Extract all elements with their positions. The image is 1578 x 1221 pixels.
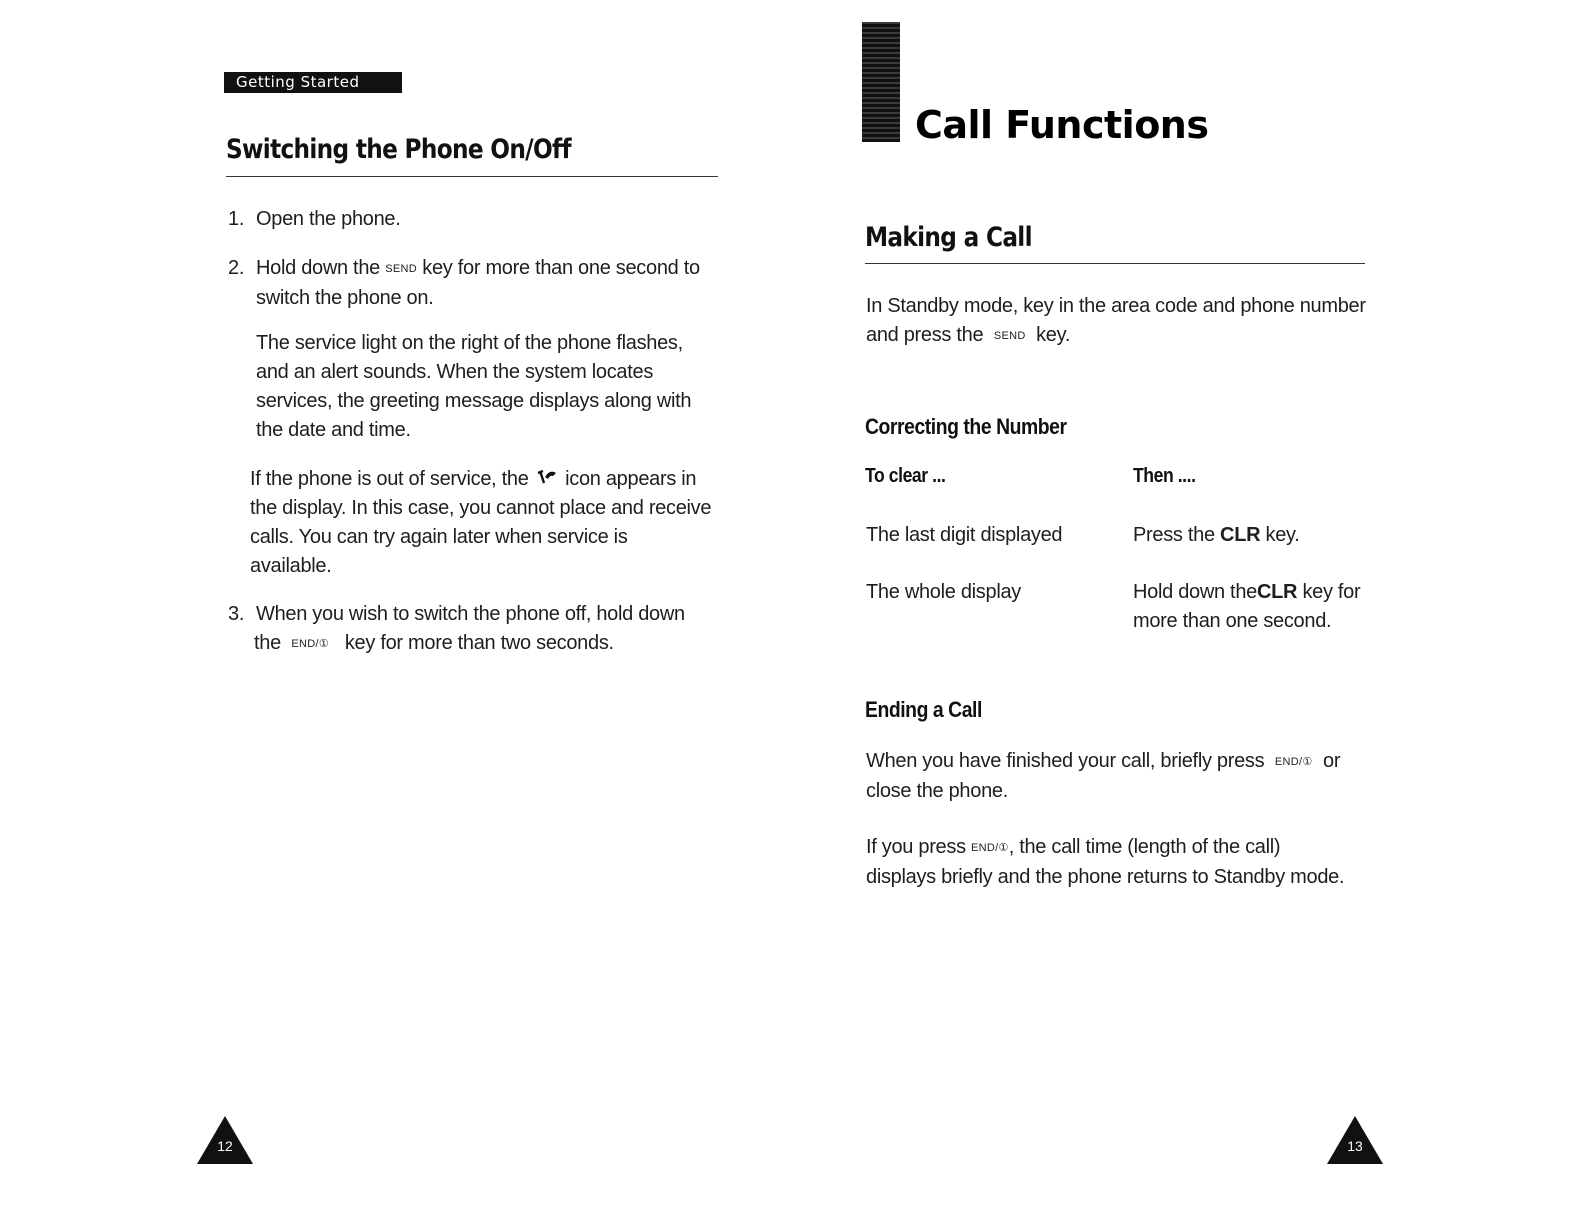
paragraph-line: and an alert sounds. When the system locates	[256, 361, 654, 383]
no-service-paragraph	[250, 465, 730, 581]
step-3	[228, 600, 728, 659]
send-key-label: SEND	[993, 330, 1026, 342]
step-text: When you wish to switch the phone off, hold down	[256, 603, 685, 625]
end-key-label: END/①	[971, 842, 1009, 854]
step-number: 1.	[228, 208, 245, 230]
paragraph-line: the display. In this case, you cannot place and receive	[250, 497, 712, 519]
chapter-title: Call Functions	[915, 103, 1209, 147]
cell-text: more than one second.	[1133, 610, 1332, 632]
step-text: key for more than two seconds.	[344, 632, 614, 654]
clr-key-label: CLR	[1256, 581, 1298, 603]
paragraph-line: key.	[1036, 324, 1071, 346]
end-key-label: END/①	[1274, 756, 1313, 768]
table-cell-then	[1133, 521, 1300, 550]
paragraph-line: and press the	[866, 324, 984, 346]
step-number: 2.	[228, 257, 245, 279]
section-tab: Getting Started	[224, 72, 402, 93]
table-cell-clear: The last digit displayed	[866, 524, 1063, 546]
cell-text: key.	[1260, 524, 1300, 546]
page-marker-left	[197, 1116, 253, 1164]
paragraph-line: services, the greeting message displays along with	[256, 390, 692, 412]
step-text: switch the phone on.	[256, 287, 434, 309]
paragraph-line: close the phone.	[866, 780, 1008, 802]
page-heading-switching: Switching the Phone On/Off	[226, 134, 571, 165]
end-key-label: END/①	[291, 638, 330, 650]
paragraph-line: The service light on the right of the phone flashes,	[256, 332, 683, 354]
page-number: 13	[1347, 1138, 1363, 1154]
table-cell-clear: The whole display	[866, 581, 1021, 603]
page-number: 12	[217, 1138, 233, 1154]
paragraph-line: icon appears in	[565, 468, 697, 490]
step-2	[228, 254, 728, 313]
cell-text: key for	[1297, 581, 1361, 603]
paragraph-line: , the call time (length of the call)	[1008, 836, 1281, 858]
paragraph-line: When you have finished your call, briefly press	[866, 750, 1265, 772]
ending-paragraph-1	[866, 747, 1386, 806]
cell-text: Press the	[1133, 524, 1221, 546]
paragraph-line: or	[1323, 750, 1341, 772]
step-text: the	[254, 632, 281, 654]
cell-text: Hold down the	[1133, 581, 1257, 603]
paragraph-line: If the phone is out of service, the	[250, 468, 529, 490]
step-number: 3.	[228, 603, 245, 625]
paragraph-line: calls. You can try again later when service is	[250, 526, 628, 548]
paragraph-line: In Standby mode, key in the area code and phone number	[866, 295, 1366, 317]
no-service-phone-icon	[534, 467, 560, 487]
table-cell-then	[1133, 578, 1393, 636]
heading-correcting: Correcting the Number	[865, 414, 1067, 439]
heading-ending-call: Ending a Call	[865, 697, 982, 722]
ending-paragraph-2	[866, 833, 1386, 892]
chapter-bar	[862, 22, 900, 142]
step-1	[228, 205, 401, 234]
page-marker-right	[1327, 1116, 1383, 1164]
send-key-label: SEND	[385, 263, 417, 275]
heading-rule	[865, 263, 1365, 264]
paragraph-line: If you press	[866, 836, 966, 858]
step-text: key for more than one second to	[422, 257, 700, 279]
step-text: Open the phone.	[256, 208, 401, 230]
service-paragraph	[256, 329, 726, 445]
clr-key-label: CLR	[1220, 524, 1261, 546]
paragraph-line: available.	[250, 555, 332, 577]
column-header-then: Then ....	[1133, 465, 1196, 487]
heading-making-call: Making a Call	[865, 222, 1032, 253]
making-call-paragraph	[866, 292, 1386, 351]
heading-rule	[226, 176, 718, 177]
column-header-clear: To clear ...	[865, 465, 946, 487]
paragraph-line: the date and time.	[256, 419, 411, 441]
step-text: Hold down the	[256, 257, 380, 279]
paragraph-line: displays briefly and the phone returns to Standby mode.	[866, 866, 1345, 888]
